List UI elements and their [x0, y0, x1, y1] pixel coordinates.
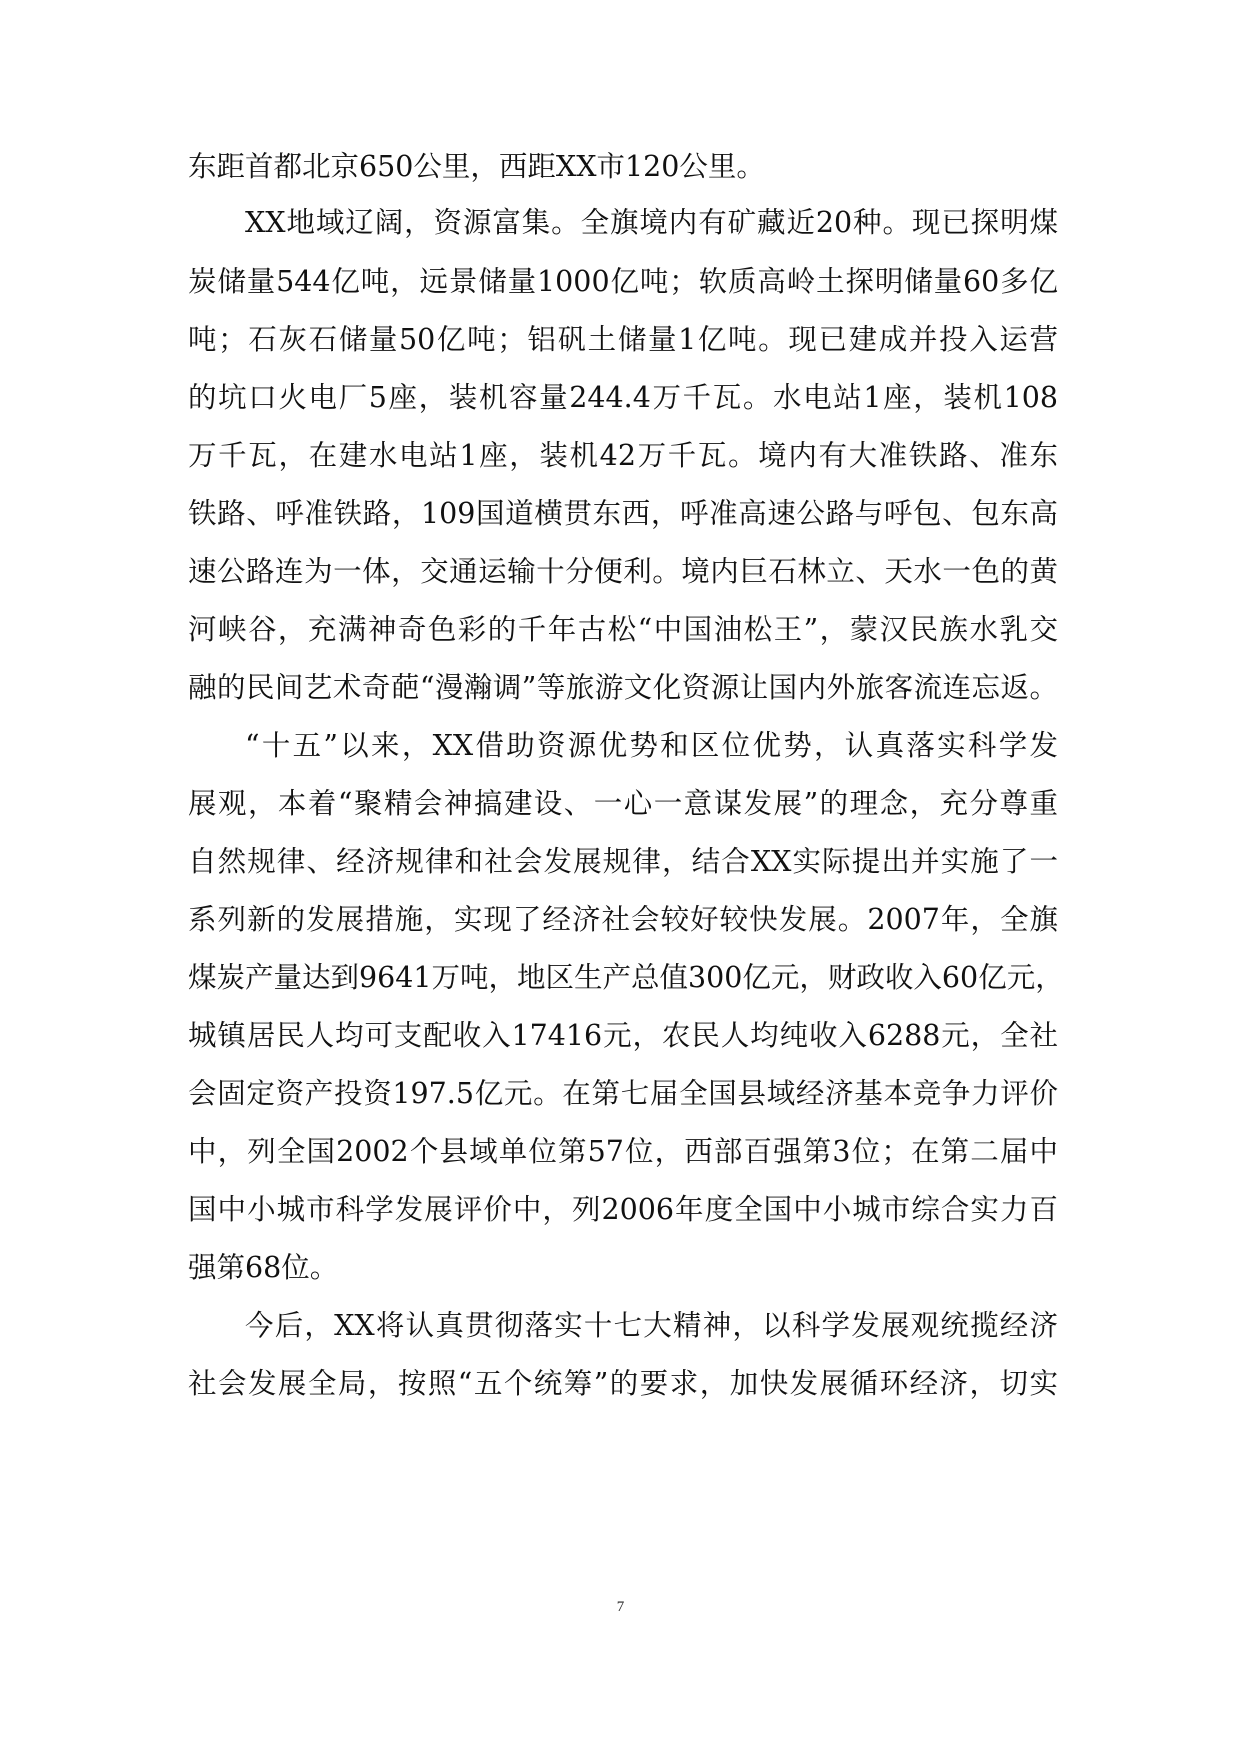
page-number: 7 — [616, 1599, 625, 1615]
text-line: “十五”以来，XX借助资源优势和区位优势，认真落实科学发 — [245, 729, 1058, 762]
text-line: 自然规律、经济规律和社会发展规律，结合XX实际提出并实施了一 — [188, 845, 1058, 878]
text-line: 社会发展全局，按照“五个统筹”的要求，加快发展循环经济，切实 — [188, 1367, 1058, 1400]
text-line: 国中小城市科学发展评价中，列2006年度全国中小城市综合实力百 — [188, 1193, 1058, 1226]
text-line: 会固定资产投资197.5亿元。在第七届全国县域经济基本竞争力评价 — [188, 1077, 1058, 1110]
text-line: XX地域辽阔，资源富集。全旗境内有矿藏近20种。现已探明煤 — [245, 206, 1058, 239]
text-line: 展观，本着“聚精会神搞建设、一心一意谋发展”的理念，充分尊重 — [188, 787, 1058, 820]
text-line: 河峡谷，充满神奇色彩的千年古松“中国油松王”，蒙汉民族水乳交 — [188, 613, 1058, 646]
text-line: 煤炭产量达到9641万吨，地区生产总值300亿元，财政收入60亿元， — [188, 961, 1064, 994]
text-line: 的坑口火电厂5座，装机容量244.4万千瓦。水电站1座，装机108 — [188, 381, 1058, 414]
text-line: 融的民间艺术奇葩“漫瀚调”等旅游文化资源让国内外旅客流连忘返。 — [188, 671, 1058, 704]
text-line: 万千瓦，在建水电站1座，装机42万千瓦。境内有大准铁路、准东 — [188, 439, 1058, 472]
text-line: 速公路连为一体，交通运输十分便利。境内巨石林立、天水一色的黄 — [188, 555, 1058, 588]
text-line: 城镇居民人均可支配收入17416元，农民人均纯收入6288元，全社 — [188, 1019, 1058, 1052]
text-line: 今后，XX将认真贯彻落实十七大精神，以科学发展观统揽经济 — [245, 1309, 1058, 1342]
text-line: 吨；石灰石储量50亿吨；铝矾土储量1亿吨。现已建成并投入运营 — [188, 323, 1058, 356]
text-line: 炭储量544亿吨，远景储量1000亿吨；软质高岭土探明储量60多亿 — [188, 265, 1058, 298]
text-line: 铁路、呼准铁路，109国道横贯东西，呼准高速公路与呼包、包东高 — [188, 497, 1058, 530]
text-line: 东距首都北京650公里，西距XX市120公里。 — [188, 150, 765, 183]
text-line: 系列新的发展措施，实现了经济社会较好较快发展。2007年，全旗 — [188, 903, 1058, 936]
text-line: 中，列全国2002个县域单位第57位，西部百强第3位；在第二届中 — [188, 1135, 1058, 1168]
text-line: 强第68位。 — [188, 1251, 339, 1284]
